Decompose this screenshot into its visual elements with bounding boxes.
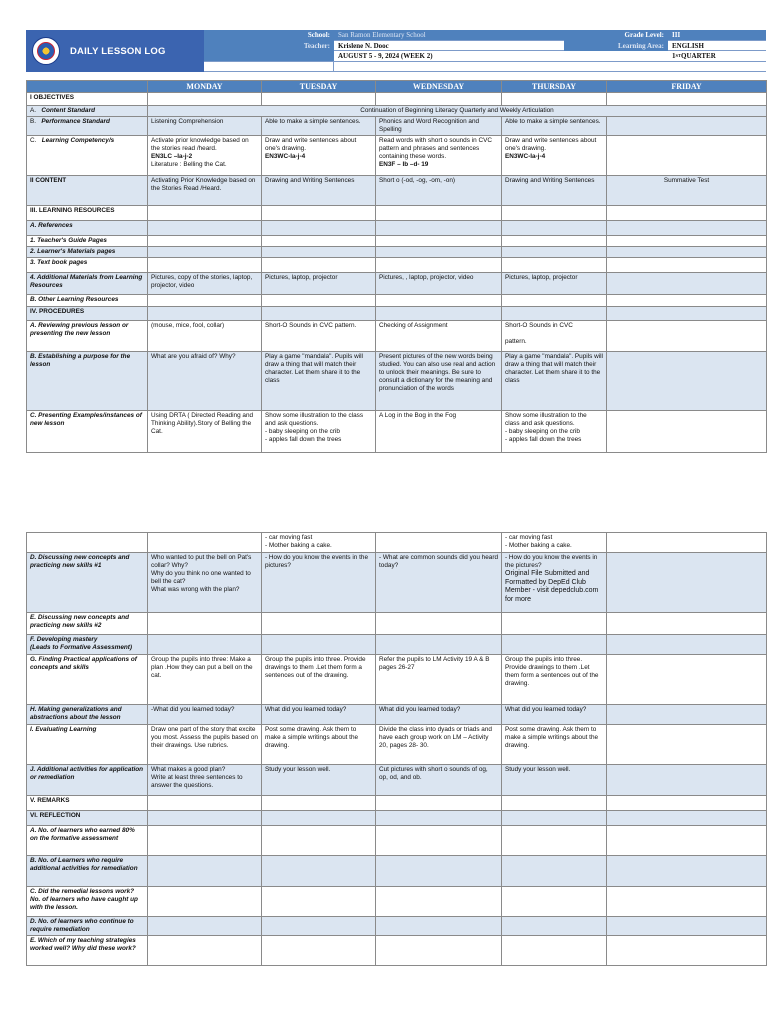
day-tuesday: TUESDAY — [262, 81, 376, 93]
establishing-row — [27, 352, 767, 411]
discussing-2-label: E. Discussing new concepts and practicing new skills #2 — [27, 613, 148, 635]
reflection-a-row — [27, 826, 767, 856]
header-info-grid — [204, 30, 766, 72]
additional-activities-label: J. Additional activities for application or remediation — [27, 765, 148, 796]
table-cell: Activate prior knowledge based on the stories read /heard. EN3LC –Ia-j-2 Literature : Belling the Cat. — [148, 136, 262, 176]
other-resources-label: B. Other Learning Resources — [27, 295, 148, 307]
teachers-guide-label: 1. Teacher's Guide Pages — [27, 236, 148, 247]
performance-standard-row — [27, 117, 767, 136]
remarks-heading: V. REMARKS — [27, 796, 148, 811]
table-cell — [607, 725, 767, 765]
table-cell: Post some drawing. Ask them to make a simple writings about the drawing. — [262, 725, 376, 765]
day-header-row — [27, 81, 767, 93]
generalizations-label: H. Making generalizations and abstractions about the lesson — [27, 705, 148, 725]
page-title: DAILY LESSON LOG — [70, 45, 166, 57]
table-cell: (mouse, mice, fool, collar) — [148, 321, 262, 352]
table-cell — [607, 553, 767, 613]
table-cell: Able to make a simple sentences. — [262, 117, 376, 136]
table-cell: What did you learned today? — [376, 705, 502, 725]
content-row — [27, 176, 767, 206]
table-cell — [607, 705, 767, 725]
table-cell: Pictures, laptop, projector — [262, 273, 376, 295]
references-label: A. References — [27, 221, 148, 236]
table-cell: What are you afraid of? Why? — [148, 352, 262, 411]
table-cell — [607, 655, 767, 705]
lesson-log-header — [26, 30, 766, 72]
teacher-label: Teacher: — [204, 40, 334, 51]
reflection-heading: VI. REFLECTION — [27, 811, 148, 826]
table-cell: Play a game "mandala". Pupils will draw a thing that will match their character. Let them share it to the class — [502, 352, 607, 411]
additional-materials-row — [27, 273, 767, 295]
table-cell: Group the pupils into three: Make a plan .How they can put a bell on the cat. — [148, 655, 262, 705]
evaluating-row — [27, 725, 767, 765]
reflection-c-row — [27, 887, 767, 917]
table-cell: What did you learned today? — [262, 705, 376, 725]
day-thursday: THURSDAY — [502, 81, 607, 93]
table-cell: Activating Prior Knowledge based on the Stories Read /Heard. — [148, 176, 262, 206]
reflection-row — [27, 811, 767, 826]
quarter-value: 1 $^{ST}$ QUARTER — [672, 52, 716, 60]
table-cell: Refer the pupils to LM Activity 19 A & B pages 26-27 — [376, 655, 502, 705]
quarter-label-cell — [564, 51, 668, 61]
performance-standard-label: B. Performance Standard — [27, 117, 148, 136]
procedures-row — [27, 307, 767, 321]
table-cell: What makes a good plan? Write at least three sentences to answer the questions. — [148, 765, 262, 796]
table-cell: - car moving fast - Mother baking a cake. — [502, 533, 607, 553]
table-cell: Short-O Sounds in CVC pattern. — [502, 321, 607, 352]
reflection-c-label: C. Did the remedial lessons work? No. of learners who have caught up with the lesson. — [27, 887, 148, 917]
learning-area-label: Learning Area: — [564, 40, 668, 51]
teaching-dates: AUGUST 5 - 9, 2024 (WEEK 2) — [338, 52, 433, 60]
references-row — [27, 221, 767, 236]
table-cell — [27, 533, 148, 553]
table-cell: Drawing and Writing Sentences — [262, 176, 376, 206]
generalizations-row — [27, 705, 767, 725]
competency-row — [27, 136, 767, 176]
table-cell: Show some illustration to the class and ask questions. - baby sleeping on the crib - apples fall down the trees — [502, 411, 607, 453]
content-standard-label: A. Content Standard — [27, 106, 148, 117]
learning-area-value: ENGLISH — [668, 40, 766, 51]
table-cell: Using DRTA ( Directed Reading and Thinking Ability).Story of Belling the Cat. — [148, 411, 262, 453]
dates-label-cell — [204, 51, 334, 61]
teacher-value: Krislene N. Dooc — [334, 40, 564, 51]
table-cell: Short o (-od, -og, -om, -on) — [376, 176, 502, 206]
table-cell: Study your lesson well. — [502, 765, 607, 796]
table-cell: Who wanted to put the bell on Pat's collar? Why? Why do you think no one wanted to bell the cat? What was wrong with the plan? — [148, 553, 262, 613]
table-cell: Play a game "mandala". Pupils will draw a thing that will match their character. Let them share it to the class — [262, 352, 376, 411]
additional-materials-label: 4. Additional Materials from Learning Resources — [27, 273, 148, 295]
table-cell: Checking of Assignment — [376, 321, 502, 352]
deped-seal-icon — [32, 37, 60, 65]
blank-value-cell — [334, 62, 564, 71]
table-cell — [607, 117, 767, 136]
table-cell: Show some illustration to the class and ask questions. - baby sleeping on the crib - apples fall down the trees — [262, 411, 376, 453]
objectives-row — [27, 93, 767, 106]
competency-label: C. Learning Competency/s — [27, 136, 148, 176]
discussing-1-row — [27, 553, 767, 613]
content-standard-row — [27, 106, 767, 117]
table-cell: Phonics and Word Recognition and Spelling — [376, 117, 502, 136]
table-cell — [607, 321, 767, 352]
table-cell: What did you learned today? — [502, 705, 607, 725]
table-cell: Cut pictures with short o sounds of og, op, od, and ob. — [376, 765, 502, 796]
table-cell: Pictures, , laptop, projector, video — [376, 273, 502, 295]
table-cell: -What did you learned today? — [148, 705, 262, 725]
discussing-1-label: D. Discussing new concepts and practicing new skills #1 — [27, 553, 148, 613]
reflection-e-label: E. Which of my teaching strategies worked well? Why did these work? — [27, 936, 148, 966]
objectives-heading: I OBJECTIVES — [27, 93, 148, 106]
reflection-a-label: A. No. of learners who earned 80% on the formative assessment — [27, 826, 148, 856]
title-banner — [26, 30, 204, 72]
finding-label: G. Finding Practical applications of concepts and skills — [27, 655, 148, 705]
table-cell: Drawing and Writing Sentences — [502, 176, 607, 206]
table-cell — [607, 352, 767, 411]
remarks-row — [27, 796, 767, 811]
content-label: II CONTENT — [27, 176, 148, 206]
continuation-row — [27, 533, 767, 553]
learners-materials-row — [27, 247, 767, 258]
table-cell: Study your lesson well. — [262, 765, 376, 796]
table-cell: Draw one part of the story that excite you most. Assess the pupils based on their drawings. Use rubrics. — [148, 725, 262, 765]
reflection-d-label: D. No. of learners who continue to require remediation — [27, 917, 148, 936]
mastery-label: F. Developing mastery (Leads to Formative Assessment) — [27, 635, 148, 655]
table-cell: Present pictures of the new words being studied. You can also use real and action to unlock their meanings. Be sure to consult a dictionary for the meaning and pronunciation of the words — [376, 352, 502, 411]
corner-cell — [27, 81, 148, 93]
day-friday: FRIDAY — [607, 81, 767, 93]
day-wednesday: WEDNESDAY — [376, 81, 502, 93]
table-cell — [607, 411, 767, 453]
lesson-table-page-1 — [26, 80, 766, 453]
table-cell: Group the pupils into three. Provide drawings to them .Let them form a sentences out of the drawing. — [502, 655, 607, 705]
teachers-guide-row — [27, 236, 767, 247]
reviewing-label: A. Reviewing previous lesson or presenting the new lesson — [27, 321, 148, 352]
lesson-table-page-2 — [26, 532, 766, 966]
table-cell: Draw and write sentences about one's drawing. EN3WC-Ia-j-4 — [502, 136, 607, 176]
table-cell: Summative Test — [607, 176, 767, 206]
table-cell: Pictures, laptop, projector — [502, 273, 607, 295]
textbook-label: 3. Text book pages — [27, 258, 148, 273]
finding-row — [27, 655, 767, 705]
mastery-row — [27, 635, 767, 655]
reflection-b-label: B. No. of Learners who require additional activities for remediation — [27, 856, 148, 887]
reflection-e-row — [27, 936, 767, 966]
table-cell: - How do you know the events in the pictures? Original File Submitted and Formatted by DepEd Club Member - visit depedclub.com for more — [502, 553, 607, 613]
presenting-label: C. Presenting Examples/instances of new lesson — [27, 411, 148, 453]
table-cell: Draw and write sentences about one's drawing. EN3WC-Ia-j-4 — [262, 136, 376, 176]
textbook-row — [27, 258, 767, 273]
table-cell: - What are common sounds did you heard today? — [376, 553, 502, 613]
reflection-d-row — [27, 917, 767, 936]
table-cell — [607, 273, 767, 295]
table-cell — [376, 533, 502, 553]
discussing-2-row — [27, 613, 767, 635]
table-cell: Listening Comprehension — [148, 117, 262, 136]
table-cell: Group the pupils into three. Provide drawings to them .Let them form a sentences out of the drawing. — [262, 655, 376, 705]
evaluating-label: I. Evaluating Learning — [27, 725, 148, 765]
school-label: School: — [307, 31, 330, 39]
resources-heading: III. LEARNING RESOURCES — [27, 206, 148, 221]
table-cell: A Log in the Bog in the Fog — [376, 411, 502, 453]
resources-row — [27, 206, 767, 221]
table-cell: Post some drawing. Ask them to make a simple writings about the drawing. — [502, 725, 607, 765]
deped-club-note: Original File Submitted and Formatted by DepEd Club Member - visit depedclub.com for more — [505, 570, 599, 603]
table-cell — [607, 533, 767, 553]
school-value: San Ramon Elementary School — [338, 31, 426, 39]
learners-materials-label: 2. Learner's Materials pages — [27, 247, 148, 258]
table-cell: Short-O Sounds in CVC pattern. — [262, 321, 376, 352]
table-cell: Able to make a simple sentences. — [502, 117, 607, 136]
reviewing-row — [27, 321, 767, 352]
table-cell: Pictures, copy of the stories, laptop, projector, video — [148, 273, 262, 295]
content-standard-value: Continuation of Beginning Literacy Quarterly and Weekly Articulation — [148, 106, 767, 117]
grade-level-label: Grade Level: — [624, 31, 664, 39]
table-cell — [607, 765, 767, 796]
presenting-row — [27, 411, 767, 453]
table-cell — [148, 533, 262, 553]
table-cell: - How do you know the events in the pictures? — [262, 553, 376, 613]
day-monday: MONDAY — [148, 81, 262, 93]
blank-label-cell — [204, 62, 334, 71]
grade-level-value: III — [672, 31, 681, 39]
table-cell: Read words with short o sounds in CVC pattern and phrases and sentences containing these words. EN3F – Ib –d- 19 — [376, 136, 502, 176]
additional-activities-row — [27, 765, 767, 796]
establishing-label: B. Establishing a purpose for the lesson — [27, 352, 148, 411]
other-resources-row — [27, 295, 767, 307]
table-cell: Divide the class into dyads or triads and have each group work on LM – Activity 20, pages 28- 30. — [376, 725, 502, 765]
table-cell — [607, 136, 767, 176]
table-cell: - car moving fast - Mother baking a cake. — [262, 533, 376, 553]
reflection-b-row — [27, 856, 767, 887]
procedures-heading: IV. PROCEDURES — [27, 307, 148, 321]
